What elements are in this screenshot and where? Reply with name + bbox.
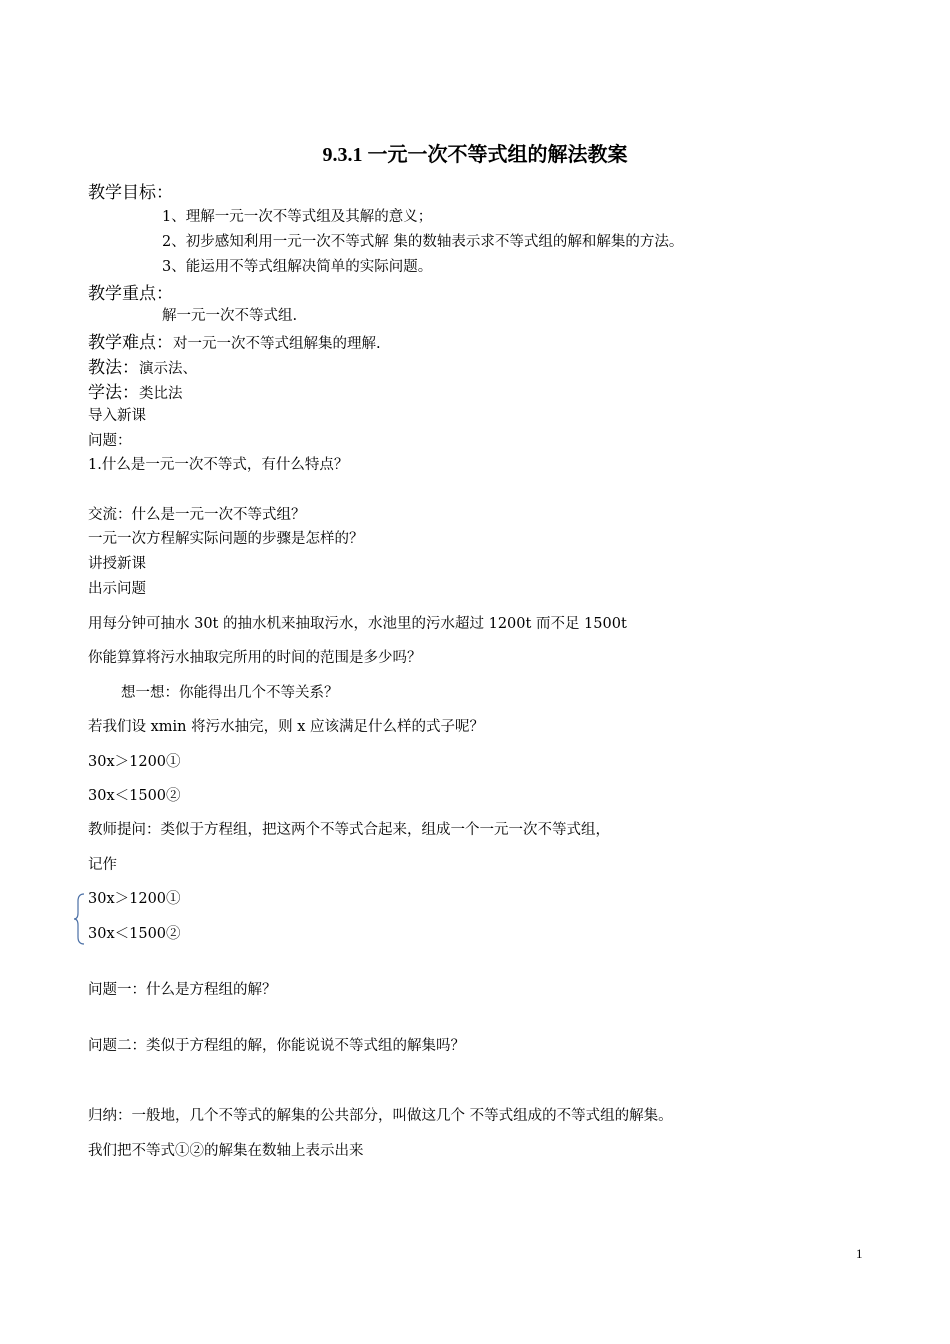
inequality-1: 30x＞1200① bbox=[88, 754, 181, 770]
problem-two: 问题二：类似于方程组的解，你能说说不等式组的解集吗？ bbox=[88, 1038, 465, 1054]
objective-item: 2、初步感知利用一元一次不等式解 集的数轴表示求不等式组的解和解集的方法。 bbox=[162, 234, 684, 250]
notation-label: 记作 bbox=[88, 857, 117, 873]
teaching-method-heading: 教法： bbox=[88, 358, 139, 378]
difficulty-text: 对一元一次不等式组解集的理解. bbox=[173, 336, 381, 352]
question-1: 1.什么是一元一次不等式，有什么特点？ bbox=[88, 457, 349, 473]
think-prompt: 想一想：你能得出几个不等关系？ bbox=[121, 685, 339, 701]
learning-method-text: 类比法 bbox=[139, 386, 183, 402]
lecture-heading: 讲授新课 bbox=[88, 556, 146, 572]
key-point-text: 解一元一次不等式组. bbox=[162, 308, 298, 324]
teacher-question: 教师提问：类似于方程组，把这两个不等式合起来，组成一个一元一次不等式组， bbox=[88, 822, 610, 838]
exchange-text: 交流：什么是一元一次不等式组？ bbox=[88, 507, 306, 523]
steps-question: 一元一次方程解实际问题的步骤是怎样的？ bbox=[88, 531, 364, 547]
teaching-method-text: 演示法、 bbox=[139, 361, 197, 377]
objectives-heading: 教学目标： bbox=[88, 183, 173, 203]
number-line-text: 我们把不等式①②的解集在数轴上表示出来 bbox=[88, 1143, 364, 1159]
system-inequality-1: 30x＞1200① bbox=[88, 891, 181, 907]
inequality-2: 30x＜1500② bbox=[88, 788, 181, 804]
problem-text: 用每分钟可抽水 30t 的抽水机来抽取污水，水池里的污水超过 1200t 而不足 1500t bbox=[88, 616, 627, 632]
summary-text: 归纳：一般地，几个不等式的解集的公共部分，叫做这几个 不等式组成的不等式组的解集。 bbox=[88, 1108, 673, 1124]
intro-heading: 导入新课 bbox=[88, 408, 146, 424]
assume-text: 若我们设 xmin 将污水抽完，则 x 应该满足什么样的式子呢？ bbox=[88, 719, 485, 735]
show-problem-label: 出示问题 bbox=[88, 581, 146, 597]
learning-method-heading: 学法： bbox=[88, 383, 139, 403]
system-inequality-2: 30x＜1500② bbox=[88, 926, 181, 942]
learning-method-line bbox=[88, 378, 183, 403]
objective-item: 3、能运用不等式组解决简单的实际问题。 bbox=[162, 259, 433, 275]
problem-one: 问题一：什么是方程组的解？ bbox=[88, 982, 277, 998]
document-title: 9.3.1 一元一次不等式组的解法教案 bbox=[322, 144, 628, 166]
range-question: 你能算算将污水抽取完所用的时间的范围是多少吗？ bbox=[88, 650, 422, 666]
page-number: 1 bbox=[856, 1246, 863, 1261]
difficulty-line bbox=[88, 328, 381, 353]
system-brace-icon bbox=[74, 893, 86, 945]
teaching-method-line bbox=[88, 353, 197, 378]
key-point-heading: 教学重点： bbox=[88, 284, 173, 304]
question-label: 问题： bbox=[88, 433, 132, 449]
difficulty-heading: 教学难点： bbox=[88, 333, 173, 353]
objective-item: 1、理解一元一次不等式组及其解的意义； bbox=[162, 209, 433, 225]
